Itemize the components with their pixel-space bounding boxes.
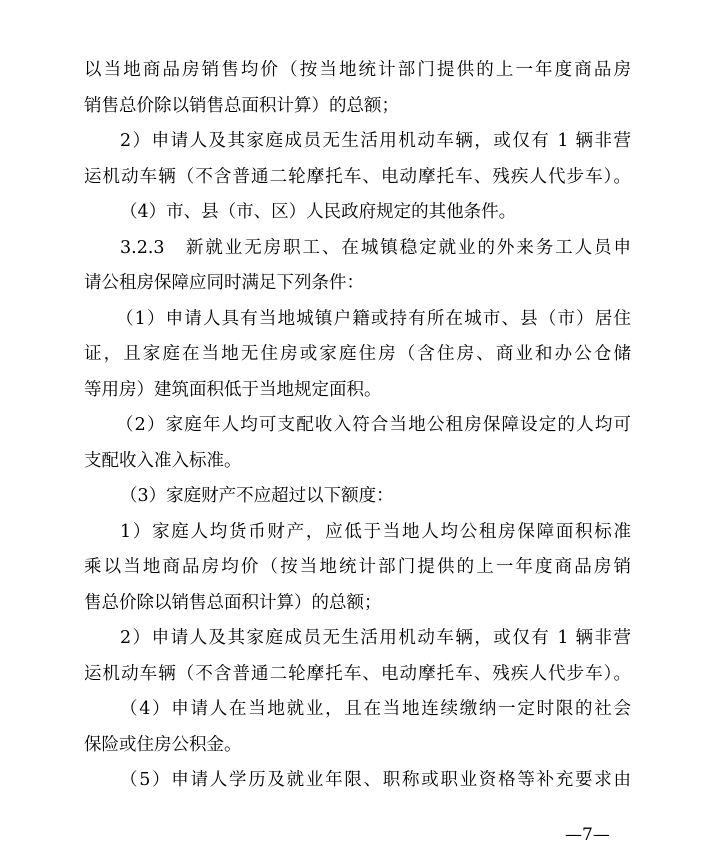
text-line: （2）家庭年人均可支配收入符合当地公租房保障设定的人均可	[116, 415, 631, 435]
text-line: （4）市、县（市、区）人民政府规定的其他条件。	[120, 202, 517, 222]
text-line: 销售总价除以销售总面积计算）的总额；	[84, 96, 399, 116]
text-line: 支配收入准入标准。	[84, 451, 242, 471]
text-line: 等用房）建筑面积低于当地规定面积。	[84, 380, 382, 400]
text-line: 证，且家庭在当地无住房或家庭住房（含住房、商业和办公仓储	[84, 344, 631, 364]
text-line: 保险或住房公积金。	[84, 735, 242, 755]
text-line: 售总价除以销售总面积计算）的总额；	[84, 593, 382, 613]
text-line: 运机动车辆（不含普通二轮摩托车、电动摩托车、残疾人代步车）。	[84, 664, 631, 684]
text-line: 1）家庭人均货币财产，应低于当地人均公租房保障面积标准	[120, 522, 631, 542]
text-line: 乘以当地商品房均价（按当地统计部门提供的上一年度商品房销	[84, 557, 631, 577]
text-line: 2）申请人及其家庭成员无生活用机动车辆，或仅有 1 辆非营	[120, 628, 631, 648]
text-line: （1）申请人具有当地城镇户籍或持有所在城市、县（市）居住	[116, 309, 631, 329]
text-line: （4）申请人在当地就业，且在当地连续缴纳一定时限的社会	[120, 699, 631, 719]
text-line: 请公租房保障应同时满足下列条件：	[84, 273, 364, 293]
text-line: （5）申请人学历及就业年限、职称或职业资格等补充要求由	[120, 770, 631, 790]
section-heading-3-2-3: 3.2.3 新就业无房职工、在城镇稳定就业的外来务工人员申	[120, 238, 631, 258]
page-number: —7—	[565, 825, 610, 845]
text-line: 运机动车辆（不含普通二轮摩托车、电动摩托车、残疾人代步车）。	[84, 167, 631, 187]
text-line: （3）家庭财产不应超过以下额度：	[120, 486, 394, 506]
text-line: 2）申请人及其家庭成员无生活用机动车辆，或仅有 1 辆非营	[120, 131, 631, 151]
text-line: 以当地商品房销售均价（按当地统计部门提供的上一年度商品房	[84, 60, 631, 80]
